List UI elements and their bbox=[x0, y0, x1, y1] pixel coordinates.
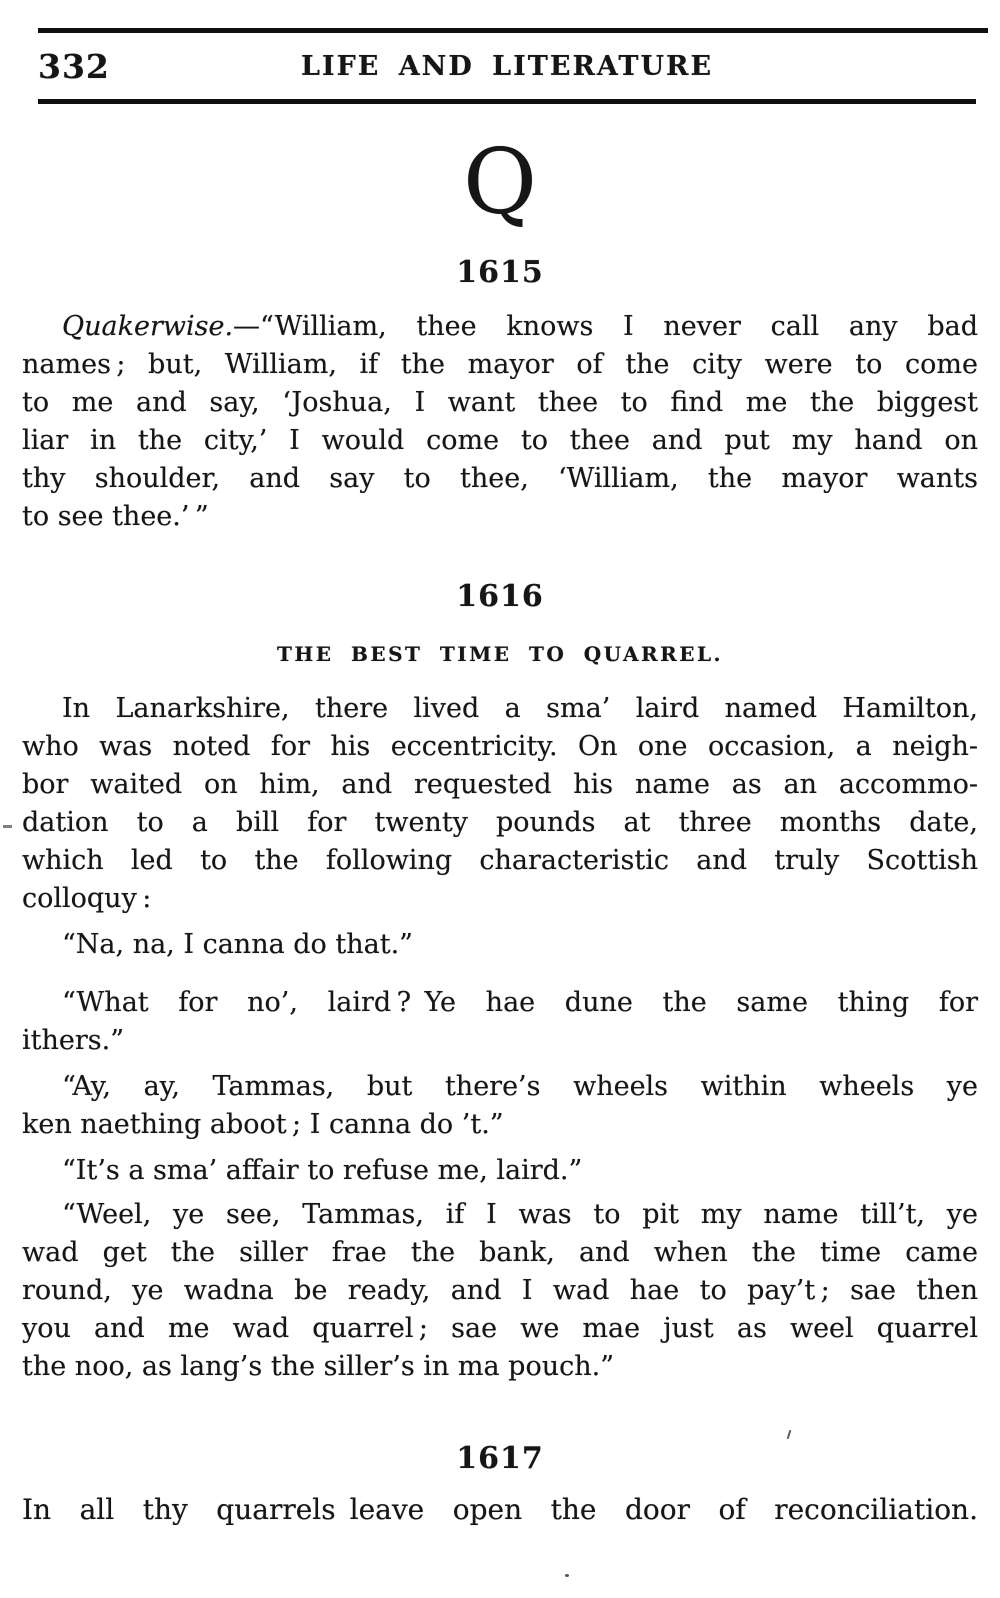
entry-1617-line: In all thy quarrels leave open the door of reconciliation. bbox=[22, 1493, 978, 1526]
text-line: dation to a bill for twenty pounds at three months date, bbox=[22, 807, 978, 838]
text-line: to see thee.’ ” bbox=[22, 501, 209, 532]
entry-number-1615: 1615 bbox=[456, 255, 544, 290]
text-line: bor waited on him, and requested his name as an accommo- bbox=[22, 769, 978, 800]
header-rule-bottom bbox=[38, 99, 976, 104]
page-number: 332 bbox=[38, 46, 110, 86]
scan-speck bbox=[3, 825, 12, 828]
text-line: “What for no’, laird ? Ye hae dune the same thing for bbox=[62, 987, 978, 1018]
text-line: names ; but, William, if the mayor of the city were to come bbox=[22, 349, 978, 380]
text-line: to me and say, ‘Joshua, I want thee to find me the biggest bbox=[22, 387, 978, 418]
text-line: round, ye wadna be ready, and I wad hae to pay’t ; sae then bbox=[22, 1275, 978, 1306]
text-line: “Weel, ye see, Tammas, if I was to pit my name till’t, ye bbox=[62, 1199, 978, 1230]
text-line: In Lanarkshire, there lived a sma’ laird named Hamilton, bbox=[62, 693, 978, 724]
running-title: LIFE AND LITERATURE bbox=[300, 50, 714, 82]
entry-1615-paragraph bbox=[22, 308, 978, 536]
dialogue-paragraph bbox=[22, 1068, 978, 1144]
text-line: liar in the city,’ I would come to thee and put my hand on bbox=[22, 425, 978, 456]
text-line: “Ay, ay, Tammas, but there’s wheels within wheels ye bbox=[62, 1071, 978, 1102]
book-page bbox=[0, 28, 1000, 1598]
text-line: thy shoulder, and say to thee, ‘William, the mayor wants bbox=[22, 463, 978, 494]
text-line: “Na, na, I canna do that.” bbox=[62, 929, 413, 960]
running-header bbox=[38, 33, 976, 99]
text-line: you and me wad quarrel ; sae we mae just as weel quarrel bbox=[22, 1313, 978, 1344]
dialogue-paragraph bbox=[22, 926, 978, 964]
text-line: which led to the following characteristic and truly Scottish bbox=[22, 845, 978, 876]
scan-speck bbox=[787, 1430, 792, 1439]
text-line: wad get the siller frae the bank, and when the time came bbox=[22, 1237, 978, 1268]
dialogue-paragraph bbox=[22, 984, 978, 1060]
entry-1615-lead-rest: —“William, thee knows I never call any bad bbox=[233, 311, 978, 342]
entry-1615-lines bbox=[22, 346, 978, 536]
entry-1616-intro-paragraph bbox=[22, 690, 978, 918]
text-line: colloquy : bbox=[22, 883, 152, 914]
text-line: who was noted for his eccentricity. On one occasion, a neigh- bbox=[22, 731, 978, 762]
scan-speck bbox=[565, 1574, 569, 1577]
dialogue-paragraph bbox=[22, 1152, 978, 1190]
entry-1615-lead: Quakerwise. bbox=[62, 311, 234, 342]
dialogue-paragraph bbox=[22, 1196, 978, 1386]
entry-number-1616: 1616 bbox=[456, 579, 544, 614]
text-line: ithers.” bbox=[22, 1025, 125, 1056]
text-line: the noo, as lang’s the siller’s in ma pouch.” bbox=[22, 1351, 615, 1382]
text-line: ken naething aboot ; I canna do ’t.” bbox=[22, 1109, 504, 1140]
entry-number-1617: 1617 bbox=[456, 1441, 544, 1476]
entry-title-1616: THE BEST TIME TO QUARREL. bbox=[276, 642, 724, 666]
section-letter: Q bbox=[463, 130, 537, 235]
text-line: “It’s a sma’ affair to refuse me, laird.” bbox=[62, 1155, 583, 1186]
text-line bbox=[22, 308, 978, 346]
entry-1617-line-wrap bbox=[22, 1488, 978, 1532]
